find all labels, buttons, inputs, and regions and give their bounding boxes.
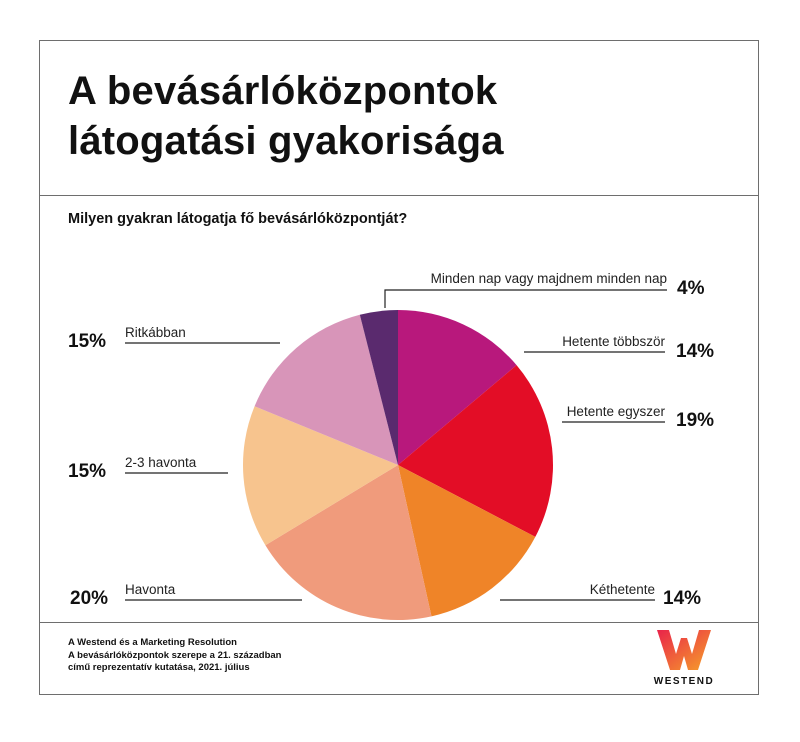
slice-value-2-3-havonta: 15% xyxy=(68,461,107,483)
source-line-3: című reprezentatív kutatása, 2021. július xyxy=(68,662,250,673)
source-line-2: A bevásárlóközpontok szerepe a 21. században xyxy=(68,649,282,661)
slice-label-hetente-tobbszor: Hetente többször xyxy=(562,334,665,349)
slice-label-ritkabban: Ritkábban xyxy=(125,325,186,340)
slice-value-hetente-egyszer: 19% xyxy=(676,410,715,432)
slice-label-minden-nap-vagy-majdnem-minden-nap: Minden nap vagy majdnem minden nap xyxy=(430,271,667,286)
source-note xyxy=(68,637,281,675)
slice-value-hetente-tobbszor: 14% xyxy=(676,341,715,363)
slice-value-havonta: 20% xyxy=(70,588,109,610)
leader-line-minden-nap-vagy-majdnem-minden-nap xyxy=(385,290,667,308)
source-line-1: A Westend és a Marketing Resolution xyxy=(68,637,237,648)
slice-label-hetente-egyszer: Hetente egyszer xyxy=(566,404,665,419)
slice-label-kethetente: Kéthetente xyxy=(589,582,655,597)
title-line-1: A bevásárlóközpontok xyxy=(68,69,498,113)
slice-label-2-3-havonta: 2-3 havonta xyxy=(125,455,197,470)
brand-name: WESTEND xyxy=(653,676,715,687)
title-line-2: látogatási gyakorisága xyxy=(68,119,504,163)
slice-value-minden-nap-vagy-majdnem-minden-nap: 4% xyxy=(677,278,705,300)
slice-value-kethetente: 14% xyxy=(663,588,702,610)
w-logo-icon xyxy=(654,628,714,672)
slice-value-ritkabban: 15% xyxy=(68,331,107,353)
westend-logo xyxy=(644,628,724,690)
survey-question: Milyen gyakran látogatja fő bevásárlóközpontját? xyxy=(68,211,408,227)
slice-label-havonta: Havonta xyxy=(125,582,176,597)
